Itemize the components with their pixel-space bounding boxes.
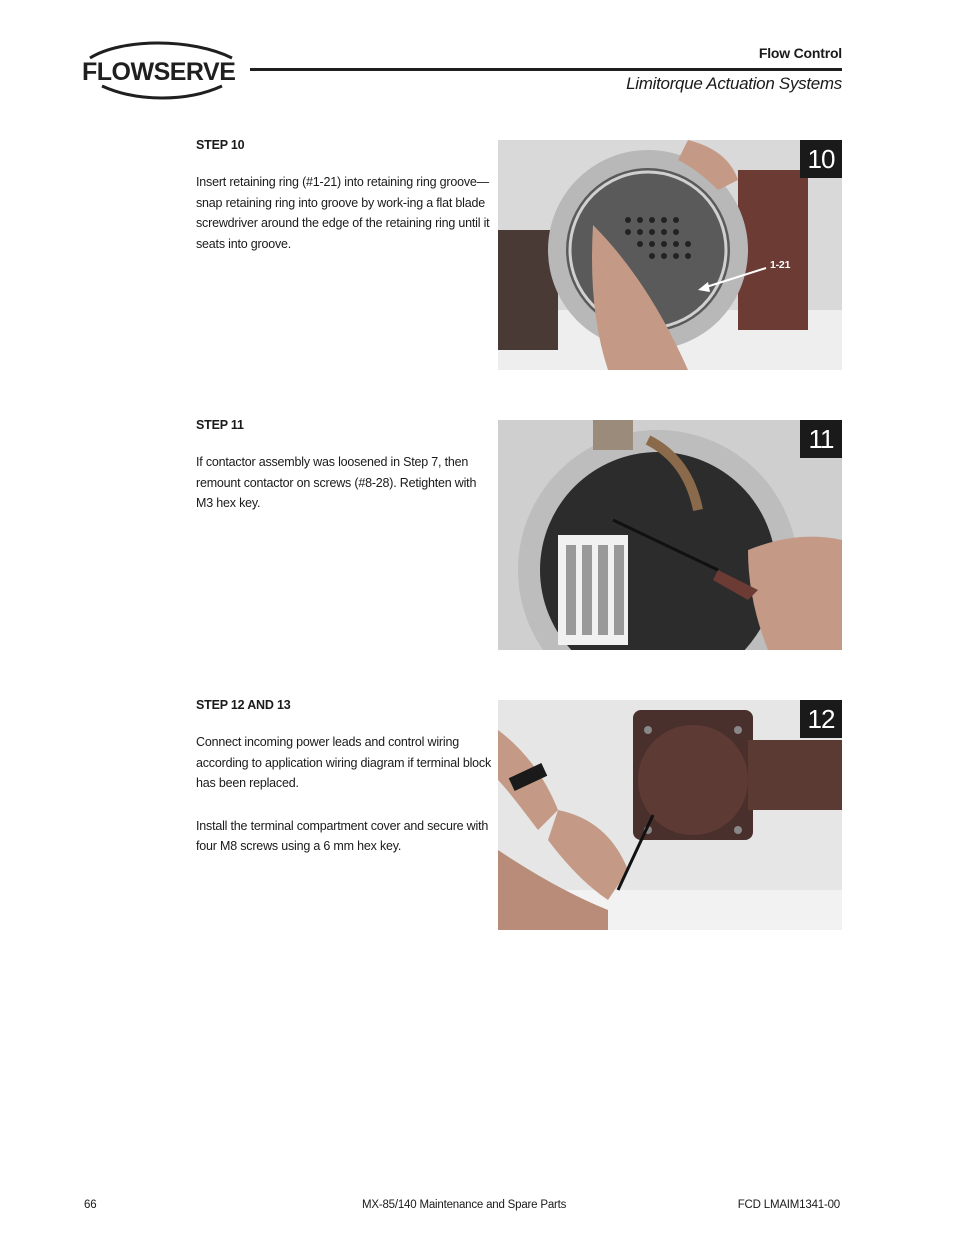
step-10-block (196, 138, 496, 276)
actuator-retaining-ring-image (498, 140, 842, 370)
flowserve-logo (82, 40, 242, 100)
step-11-block (196, 418, 496, 536)
footer-document-code: FCD LMAIM1341-00 (737, 1199, 840, 1211)
figure-number-badge: 11 (800, 420, 842, 458)
step-paragraph: If contactor assembly was loosened in Step 7, then remount contactor on screws (#8-28). Retighten with M3 hex key. (196, 455, 477, 510)
header-rule (250, 68, 842, 71)
figure-number-badge: 12 (800, 700, 842, 738)
header-division: Flow Control (758, 45, 842, 61)
figure-12-photo (498, 700, 842, 930)
step-paragraph: Connect incoming power leads and control wiring according to application wiring diagram if terminal block has been replaced. (196, 735, 491, 790)
step-paragraph: Install the terminal compartment cover and secure with four M8 screws using a 6 mm hex key. (196, 818, 489, 853)
terminal-cover-install-image (498, 700, 842, 930)
step-title: STEP 12 AND 13 (196, 698, 291, 712)
page-number: 66 (84, 1199, 97, 1211)
header-subtitle: Limitorque Actuation Systems (626, 74, 842, 93)
figure-number-badge: 10 (800, 140, 842, 178)
logo-text: FLOWSERVE (82, 58, 236, 86)
step-title: STEP 10 (196, 138, 245, 152)
step-paragraph: Insert retaining ring (#1-21) into retaining ring groove—snap retaining ring into groove by work-ing a flat blade screwdriver around the edge of the retaining ring until it seats into groove. (196, 175, 490, 251)
figure-10-photo (498, 140, 842, 370)
step-title: STEP 11 (196, 418, 244, 432)
contactor-remount-image (498, 420, 842, 650)
step-12-13-block (196, 698, 496, 879)
footer-document-title: MX-85/140 Maintenance and Spare Parts (362, 1199, 567, 1211)
figure-11-photo (498, 420, 842, 650)
callout-label: 1-21 (770, 259, 791, 271)
